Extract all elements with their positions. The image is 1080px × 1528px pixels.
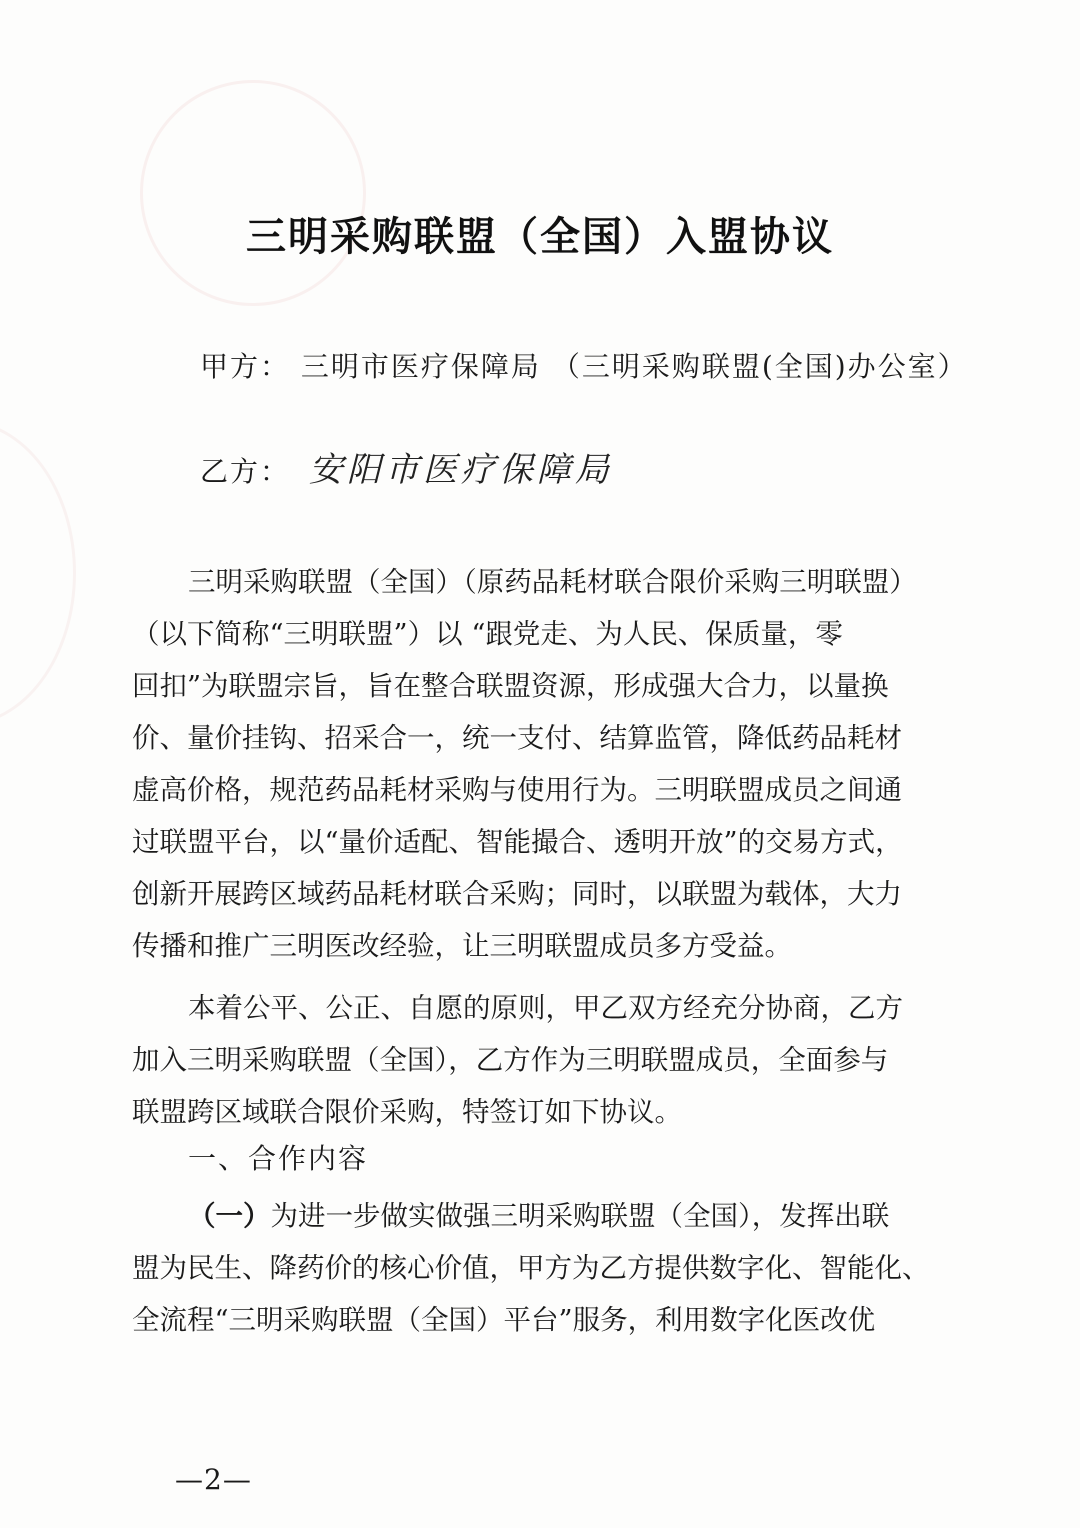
paragraph-agreement: [132, 982, 942, 1138]
party-a-line: [200, 345, 968, 385]
paragraph-cooperation: [132, 1190, 942, 1346]
text-line: 本着公平、公正、自愿的原则，甲乙双方经充分协商，乙方: [188, 992, 903, 1024]
text-line: 加入三明采购联盟（全国），乙方作为三明联盟成员，全面参与: [132, 1044, 889, 1076]
paragraph-purpose: [132, 556, 942, 972]
text-line: 传播和推广三明医改经验，让三明联盟成员多方受益。: [132, 930, 792, 962]
text-line: 虚高价格，规范药品耗材采购与使用行为。三明联盟成员之间通: [132, 774, 902, 806]
party-b-line: [200, 442, 613, 491]
party-a-label: 甲方：: [200, 350, 291, 383]
party-b-label: 乙方：: [200, 455, 291, 488]
text-line: 全流程“三明采购联盟（全国）平台”服务，利用数字化医改优: [132, 1304, 876, 1336]
text-line: 过联盟平台，以“量价适配、智能撮合、透明开放”的交易方式，: [132, 826, 903, 858]
text-line: 回扣”为联盟宗旨，旨在整合联盟资源，形成强大合力，以量换: [132, 670, 889, 702]
text-line: （以下简称“三明联盟”）以 “跟党走、为人民、保质量，零: [132, 618, 843, 650]
clause-text: 为进一步做实做强三明采购联盟（全国），发挥出联: [270, 1200, 890, 1232]
section-heading: 一、合作内容: [188, 1142, 369, 1175]
document-title: 三明采购联盟（全国）入盟协议: [246, 213, 834, 260]
text-line: 三明采购联盟（全国）（原药品耗材联合限价采购三明联盟）: [188, 566, 917, 598]
faded-seal-mark: [140, 80, 366, 306]
page-number: —2—: [175, 1463, 252, 1496]
text-line: [132, 1190, 942, 1242]
text-line: 价、量价挂钩、招采合一，统一支付、结算监管，降低药品耗材: [132, 722, 902, 754]
party-a-value: 三明市医疗保障局 （三明采购联盟(全国)办公室）: [300, 350, 968, 383]
clause-number: （一）: [188, 1200, 271, 1232]
text-line: 创新开展跨区域药品耗材联合采购；同时，以联盟为载体，大力: [132, 878, 902, 910]
faded-seal-mark-left: [0, 420, 76, 726]
text-line: 盟为民生、降药价的核心价值，甲方为乙方提供数字化、智能化、: [132, 1252, 930, 1284]
party-b-handwritten-value: 安阳市医疗保障局: [308, 450, 613, 490]
text-line: 联盟跨区域联合限价采购，特签订如下协议。: [132, 1096, 682, 1128]
